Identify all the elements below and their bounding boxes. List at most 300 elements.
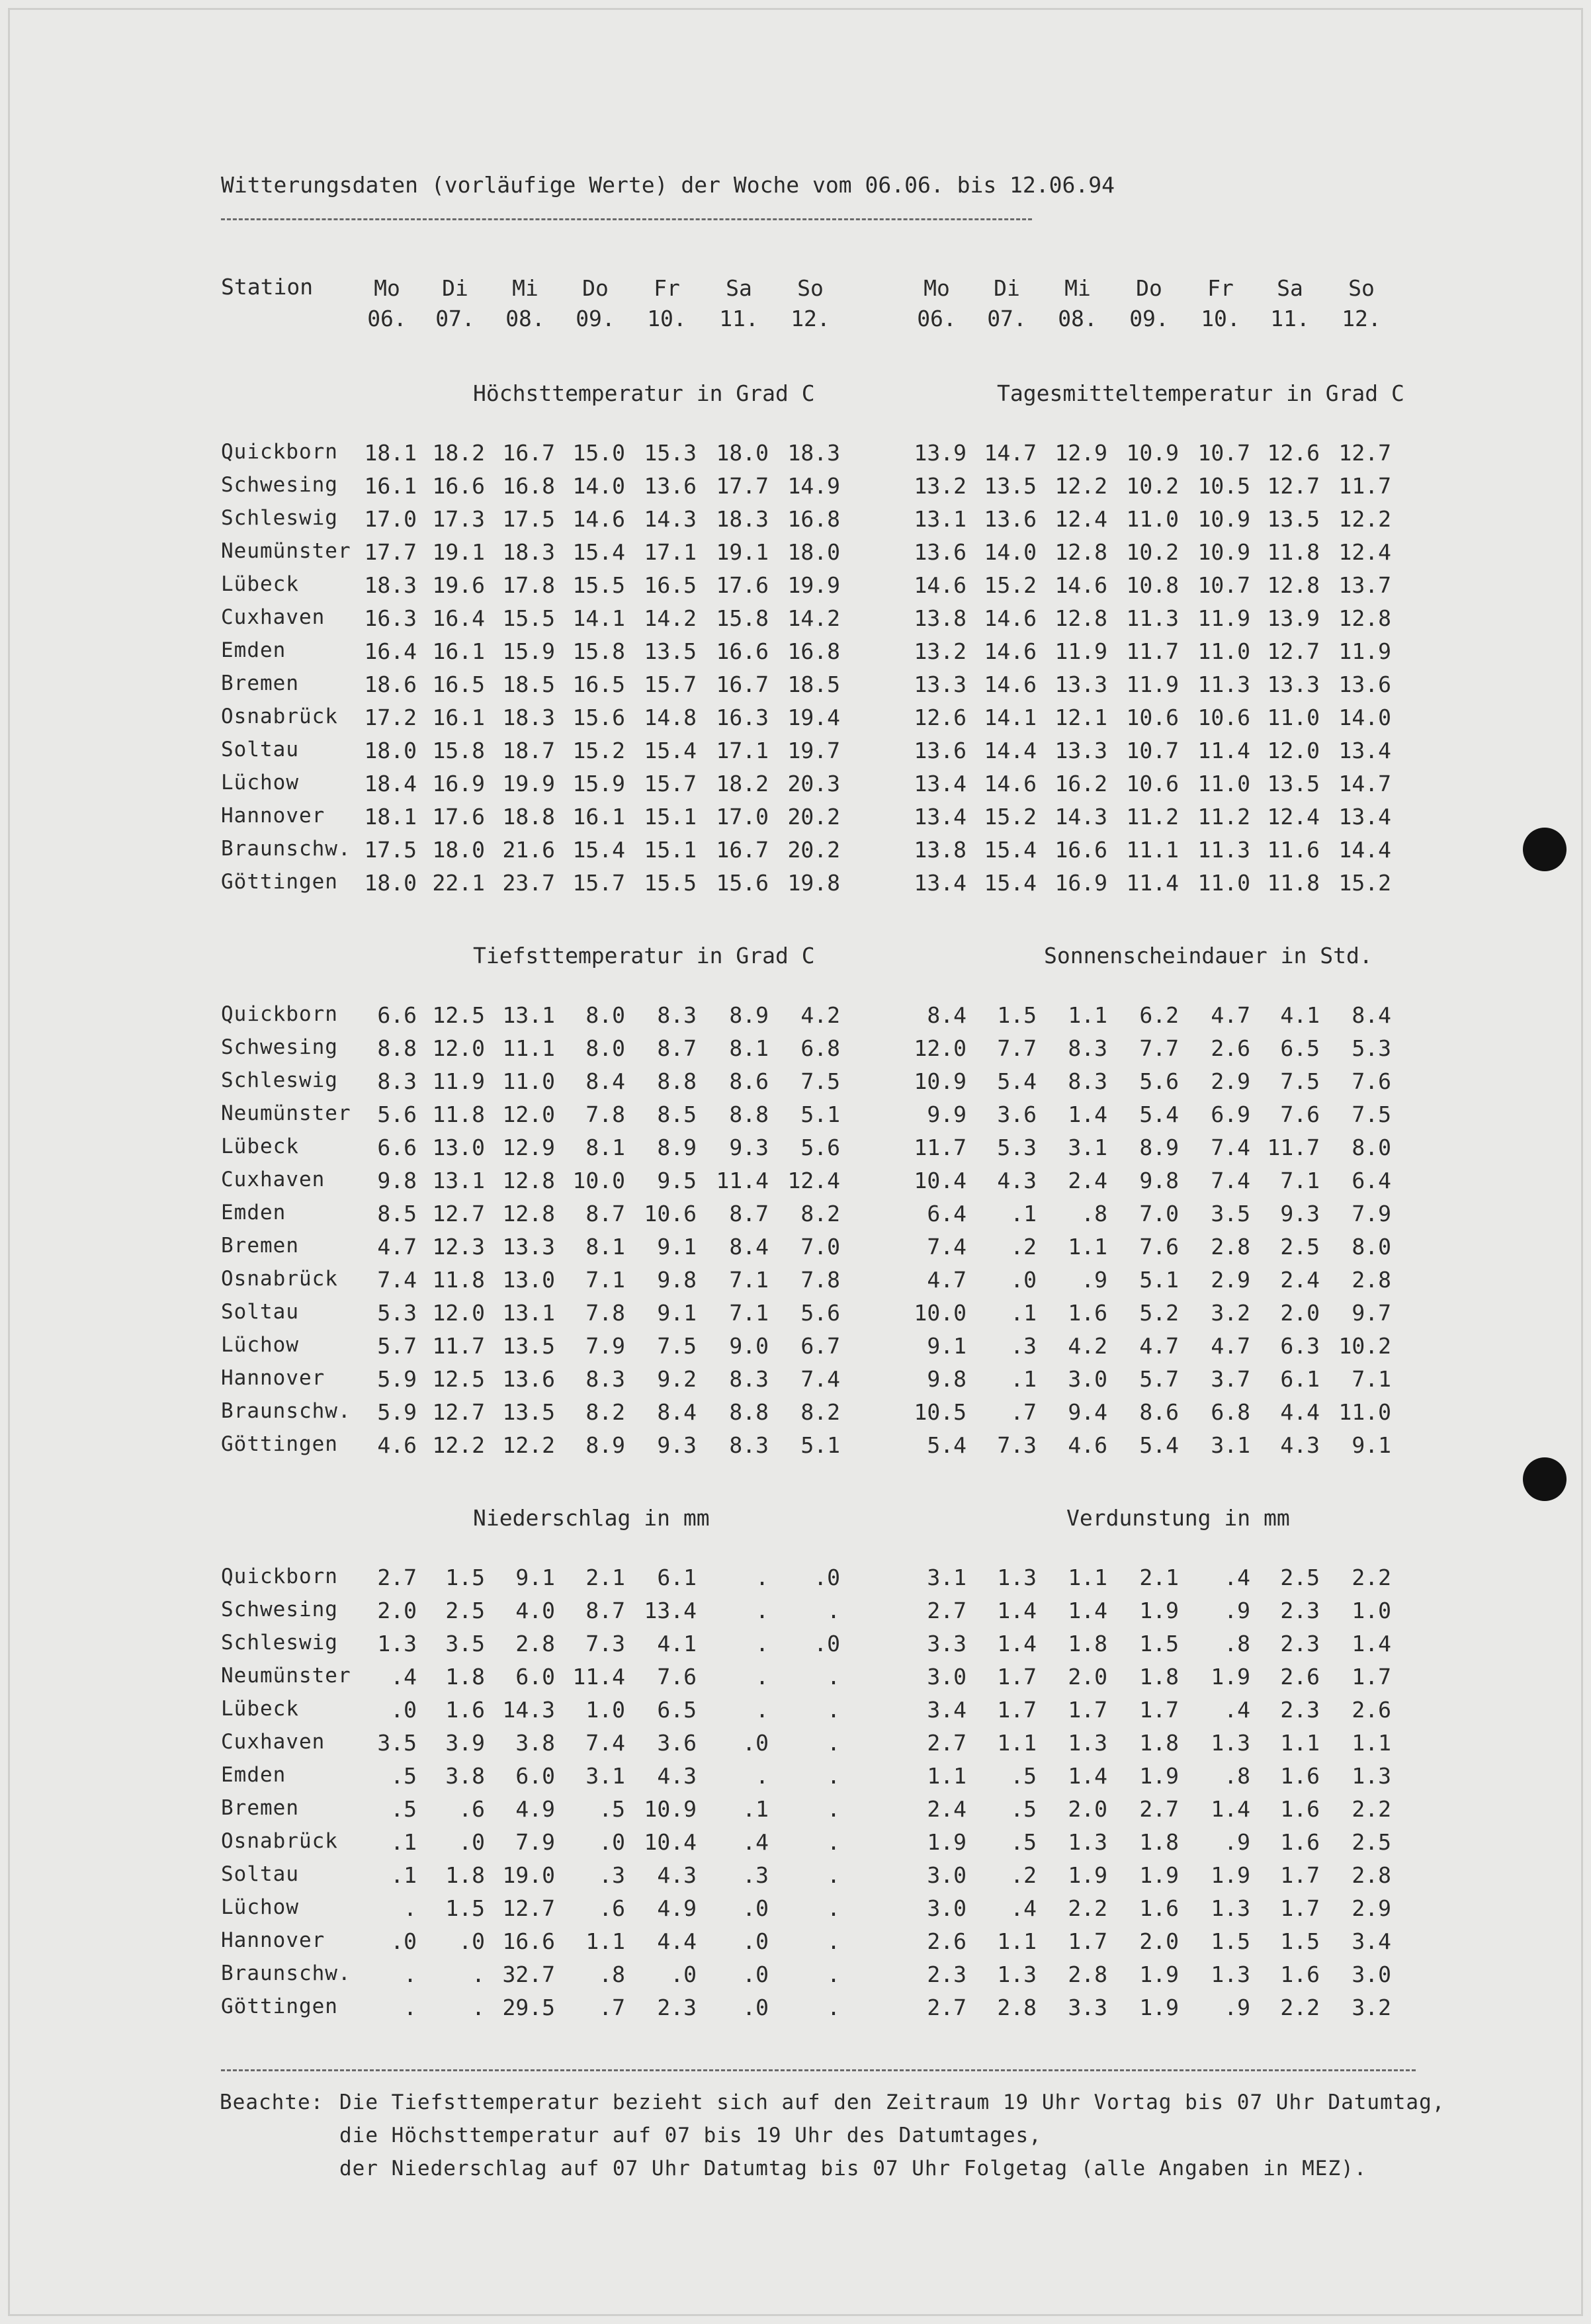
value-cell: 6.0: [515, 1763, 555, 1789]
note-line: der Niederschlag auf 07 Uhr Datumtag bis 07 Uhr Folgetag (alle Angaben in MEZ).: [339, 2157, 1367, 2180]
value-cell: 2.2: [1352, 1796, 1391, 1822]
table-row: [0, 1895, 1591, 1922]
value-cell: 15.2: [572, 738, 625, 763]
date-label: 08.: [505, 306, 545, 331]
value-cell: .3: [1010, 1333, 1037, 1359]
value-cell: 6.7: [800, 1333, 840, 1359]
value-cell: 2.8: [1211, 1234, 1250, 1260]
value-cell: 2.0: [1068, 1664, 1107, 1690]
value-cell: 1.8: [445, 1664, 485, 1690]
value-cell: 5.1: [800, 1432, 840, 1458]
value-cell: 17.7: [716, 473, 769, 499]
value-cell: .0: [742, 1995, 769, 2020]
value-cell: 17.0: [364, 506, 417, 532]
value-cell: 10.9: [914, 1068, 967, 1094]
value-cell: 2.7: [927, 1598, 967, 1623]
value-cell: 14.8: [644, 705, 697, 730]
value-cell: .: [755, 1763, 769, 1789]
table-row: [0, 1862, 1591, 1889]
value-cell: 5.6: [377, 1101, 417, 1127]
value-cell: 2.0: [377, 1598, 417, 1623]
value-cell: 8.4: [657, 1399, 697, 1425]
value-cell: 11.4: [572, 1664, 625, 1690]
value-cell: 10.2: [1338, 1333, 1391, 1359]
value-cell: 4.2: [1068, 1333, 1107, 1359]
value-cell: 10.2: [1126, 539, 1179, 565]
table-row: [0, 1961, 1591, 1988]
value-cell: 12.0: [432, 1300, 485, 1326]
value-cell: 6.4: [927, 1201, 967, 1227]
value-cell: 12.4: [1054, 506, 1107, 532]
value-cell: 19.8: [787, 870, 840, 896]
value-cell: .0: [742, 1730, 769, 1756]
table-row: [0, 1333, 1591, 1359]
value-cell: .5: [1010, 1829, 1037, 1855]
value-cell: 11.0: [502, 1068, 555, 1094]
station-name: Göttingen: [221, 1432, 338, 1456]
value-cell: 14.2: [644, 605, 697, 631]
value-cell: 6.9: [1211, 1101, 1250, 1127]
value-cell: 16.6: [432, 473, 485, 499]
value-cell: .: [755, 1565, 769, 1590]
value-cell: 17.0: [716, 804, 769, 830]
value-cell: .0: [458, 1829, 485, 1855]
value-cell: 2.6: [1352, 1697, 1391, 1723]
value-cell: 6.1: [1280, 1366, 1320, 1392]
value-cell: 8.5: [657, 1101, 697, 1127]
value-cell: 5.3: [997, 1135, 1037, 1160]
value-cell: 1.5: [1280, 1928, 1320, 1954]
table-row: [0, 572, 1591, 599]
value-cell: 16.4: [364, 638, 417, 664]
value-cell: 9.8: [377, 1168, 417, 1193]
value-cell: 13.1: [502, 1002, 555, 1028]
value-cell: 13.3: [1054, 738, 1107, 763]
value-cell: 14.7: [1338, 771, 1391, 796]
station-name: Bremen: [221, 671, 299, 695]
value-cell: 1.7: [997, 1664, 1037, 1690]
value-cell: 14.6: [984, 671, 1037, 697]
table-row: [0, 539, 1591, 566]
value-cell: 11.0: [1197, 638, 1250, 664]
day-label: Fr: [654, 275, 680, 301]
table-row: [0, 1201, 1591, 1227]
value-cell: 16.5: [644, 572, 697, 598]
value-cell: 11.7: [914, 1135, 967, 1160]
value-cell: .0: [742, 1961, 769, 1987]
value-cell: 7.9: [1352, 1201, 1391, 1227]
value-cell: 14.0: [1338, 705, 1391, 730]
value-cell: 1.8: [1139, 1664, 1179, 1690]
value-cell: 4.7: [1211, 1333, 1250, 1359]
value-cell: 13.6: [644, 473, 697, 499]
value-cell: 14.9: [787, 473, 840, 499]
value-cell: 15.2: [984, 572, 1037, 598]
value-cell: 11.8: [432, 1101, 485, 1127]
value-cell: 9.8: [1139, 1168, 1179, 1193]
value-cell: 2.3: [1280, 1697, 1320, 1723]
value-cell: 18.3: [502, 539, 555, 565]
value-cell: 15.4: [984, 837, 1037, 863]
value-cell: 12.8: [1054, 539, 1107, 565]
value-cell: 8.3: [377, 1068, 417, 1094]
value-cell: 1.4: [1068, 1101, 1107, 1127]
station-name: Lübeck: [221, 572, 299, 596]
value-cell: 1.9: [1211, 1664, 1250, 1690]
value-cell: 11.1: [1126, 837, 1179, 863]
value-cell: 13.5: [1267, 506, 1320, 532]
value-cell: 19.0: [502, 1862, 555, 1888]
value-cell: .2: [1010, 1862, 1037, 1888]
value-cell: 1.9: [1139, 1862, 1179, 1888]
value-cell: .: [755, 1697, 769, 1723]
value-cell: .1: [390, 1862, 417, 1888]
value-cell: 13.9: [1267, 605, 1320, 631]
value-cell: 13.5: [502, 1399, 555, 1425]
station-name: Braunschw.: [221, 1961, 351, 1985]
value-cell: 8.1: [729, 1035, 769, 1061]
station-name: Cuxhaven: [221, 605, 325, 629]
value-cell: 1.1: [1280, 1730, 1320, 1756]
value-cell: 12.0: [502, 1101, 555, 1127]
value-cell: 10.2: [1126, 473, 1179, 499]
value-cell: 2.8: [1352, 1267, 1391, 1293]
value-cell: 1.6: [1280, 1829, 1320, 1855]
value-cell: 8.4: [1352, 1002, 1391, 1028]
value-cell: 11.0: [1267, 705, 1320, 730]
value-cell: 1.3: [1211, 1961, 1250, 1987]
value-cell: 16.1: [572, 804, 625, 830]
value-cell: 11.8: [432, 1267, 485, 1293]
value-cell: 14.0: [984, 539, 1037, 565]
station-name: Neumünster: [221, 1664, 351, 1688]
punch-hole: [1523, 828, 1567, 871]
value-cell: 12.8: [1338, 605, 1391, 631]
value-cell: 11.1: [502, 1035, 555, 1061]
value-cell: 12.7: [502, 1895, 555, 1921]
value-cell: 5.9: [377, 1366, 417, 1392]
value-cell: 2.2: [1068, 1895, 1107, 1921]
value-cell: 6.8: [800, 1035, 840, 1061]
value-cell: 14.1: [984, 705, 1037, 730]
value-cell: .5: [1010, 1763, 1037, 1789]
value-cell: .3: [742, 1862, 769, 1888]
value-cell: 8.1: [585, 1135, 625, 1160]
value-cell: 4.6: [1068, 1432, 1107, 1458]
value-cell: 22.1: [432, 870, 485, 896]
value-cell: 11.0: [1197, 870, 1250, 896]
station-name: Schwesing: [221, 1598, 338, 1621]
table-row: [0, 837, 1591, 863]
value-cell: 2.8: [1352, 1862, 1391, 1888]
value-cell: 20.3: [787, 771, 840, 796]
value-cell: 13.5: [644, 638, 697, 664]
value-cell: .: [827, 1928, 840, 1954]
table-row: [0, 1631, 1591, 1657]
value-cell: 15.8: [432, 738, 485, 763]
value-cell: .8: [599, 1961, 625, 1987]
value-cell: .0: [814, 1565, 840, 1590]
value-cell: 15.7: [644, 771, 697, 796]
value-cell: 8.3: [657, 1002, 697, 1028]
value-cell: 16.9: [432, 771, 485, 796]
value-cell: 5.4: [927, 1432, 967, 1458]
station-name: Schleswig: [221, 1631, 338, 1655]
value-cell: 7.1: [729, 1300, 769, 1326]
value-cell: .0: [458, 1928, 485, 1954]
value-cell: 13.4: [1338, 804, 1391, 830]
value-cell: 1.1: [1068, 1002, 1107, 1028]
value-cell: 12.4: [1267, 804, 1320, 830]
value-cell: 12.6: [1267, 440, 1320, 466]
value-cell: .9: [1081, 1267, 1107, 1293]
table-row: [0, 671, 1591, 698]
value-cell: 10.0: [914, 1300, 967, 1326]
value-cell: 7.4: [1211, 1135, 1250, 1160]
value-cell: 7.5: [1352, 1101, 1391, 1127]
value-cell: 12.8: [502, 1201, 555, 1227]
value-cell: 7.6: [1280, 1101, 1320, 1127]
value-cell: 13.8: [914, 837, 967, 863]
value-cell: 14.6: [984, 638, 1037, 664]
value-cell: .: [404, 1995, 417, 2020]
value-cell: 5.1: [1139, 1267, 1179, 1293]
value-cell: 8.8: [729, 1399, 769, 1425]
table-row: [0, 605, 1591, 632]
value-cell: 8.9: [729, 1002, 769, 1028]
value-cell: 1.3: [1352, 1763, 1391, 1789]
value-cell: 10.9: [1197, 506, 1250, 532]
value-cell: 8.5: [377, 1201, 417, 1227]
value-cell: 3.5: [1211, 1201, 1250, 1227]
day-label: Mi: [512, 275, 538, 301]
value-cell: 13.3: [1267, 671, 1320, 697]
value-cell: .8: [1224, 1631, 1250, 1657]
value-cell: 7.3: [997, 1432, 1037, 1458]
section-title-left: Niederschlag in mm: [473, 1505, 710, 1531]
value-cell: 8.8: [377, 1035, 417, 1061]
table-row: [0, 1796, 1591, 1823]
value-cell: 8.3: [729, 1432, 769, 1458]
value-cell: 11.4: [1197, 738, 1250, 763]
value-cell: .0: [814, 1631, 840, 1657]
value-cell: 2.3: [927, 1961, 967, 1987]
value-cell: 2.7: [1139, 1796, 1179, 1822]
date-label: 10.: [1201, 306, 1240, 331]
station-name: Schleswig: [221, 1068, 338, 1092]
value-cell: 19.1: [432, 539, 485, 565]
value-cell: 4.9: [657, 1895, 697, 1921]
value-cell: 13.8: [914, 605, 967, 631]
value-cell: 7.4: [1211, 1168, 1250, 1193]
value-cell: 13.3: [502, 1234, 555, 1260]
value-cell: .: [755, 1598, 769, 1623]
value-cell: 10.6: [1126, 771, 1179, 796]
value-cell: 11.2: [1197, 804, 1250, 830]
value-cell: 15.5: [572, 572, 625, 598]
value-cell: 1.6: [1280, 1796, 1320, 1822]
value-cell: 4.7: [377, 1234, 417, 1260]
value-cell: .: [827, 1796, 840, 1822]
value-cell: .: [472, 1995, 485, 2020]
value-cell: 7.9: [585, 1333, 625, 1359]
value-cell: 5.6: [1139, 1068, 1179, 1094]
table-row: [0, 738, 1591, 764]
value-cell: 1.4: [1211, 1796, 1250, 1822]
value-cell: 8.8: [729, 1101, 769, 1127]
value-cell: .: [755, 1664, 769, 1690]
day-label: Mo: [924, 275, 950, 301]
value-cell: 16.9: [1054, 870, 1107, 896]
value-cell: 2.1: [585, 1565, 625, 1590]
value-cell: 4.1: [1280, 1002, 1320, 1028]
value-cell: .9: [1224, 1829, 1250, 1855]
value-cell: 10.5: [1197, 473, 1250, 499]
value-cell: 8.0: [585, 1002, 625, 1028]
date-label: 09.: [576, 306, 615, 331]
day-label: Di: [442, 275, 468, 301]
value-cell: 12.7: [432, 1201, 485, 1227]
value-cell: 7.1: [1352, 1366, 1391, 1392]
value-cell: 1.3: [1068, 1829, 1107, 1855]
value-cell: 14.6: [914, 572, 967, 598]
value-cell: 7.8: [800, 1267, 840, 1293]
value-cell: .: [827, 1763, 840, 1789]
value-cell: 11.4: [716, 1168, 769, 1193]
value-cell: 4.4: [657, 1928, 697, 1954]
station-name: Lüchow: [221, 771, 299, 795]
value-cell: 13.6: [1338, 671, 1391, 697]
value-cell: 13.5: [984, 473, 1037, 499]
value-cell: 3.2: [1352, 1995, 1391, 2020]
value-cell: 1.9: [1139, 1598, 1179, 1623]
value-cell: 2.7: [377, 1565, 417, 1590]
table-row: [0, 1035, 1591, 1062]
value-cell: 14.0: [572, 473, 625, 499]
value-cell: 1.5: [445, 1565, 485, 1590]
value-cell: 9.1: [657, 1300, 697, 1326]
value-cell: 8.1: [585, 1234, 625, 1260]
value-cell: .1: [390, 1829, 417, 1855]
section-title-left: Höchsttemperatur in Grad C: [473, 380, 815, 406]
value-cell: .: [827, 1598, 840, 1623]
value-cell: 3.6: [997, 1101, 1037, 1127]
value-cell: 12.0: [914, 1035, 967, 1061]
value-cell: 12.5: [432, 1002, 485, 1028]
value-cell: 11.0: [1197, 771, 1250, 796]
value-cell: .6: [458, 1796, 485, 1822]
date-label: 12.: [1342, 306, 1381, 331]
value-cell: 6.5: [657, 1697, 697, 1723]
value-cell: 16.1: [432, 705, 485, 730]
value-cell: 5.3: [1352, 1035, 1391, 1061]
value-cell: 2.3: [1280, 1631, 1320, 1657]
value-cell: 6.2: [1139, 1002, 1179, 1028]
value-cell: 3.7: [1211, 1366, 1250, 1392]
value-cell: 11.7: [1338, 473, 1391, 499]
value-cell: 18.5: [787, 671, 840, 697]
date-label: 06.: [367, 306, 407, 331]
value-cell: .: [827, 1664, 840, 1690]
value-cell: 17.6: [716, 572, 769, 598]
value-cell: 9.8: [927, 1366, 967, 1392]
value-cell: 9.3: [657, 1432, 697, 1458]
section-title-right: Verdunstung in mm: [1066, 1505, 1290, 1531]
value-cell: 1.5: [1211, 1928, 1250, 1954]
date-label: 09.: [1129, 306, 1169, 331]
value-cell: 13.4: [644, 1598, 697, 1623]
station-name: Osnabrück: [221, 705, 338, 728]
value-cell: .0: [390, 1697, 417, 1723]
value-cell: 10.9: [644, 1796, 697, 1822]
value-cell: 3.8: [445, 1763, 485, 1789]
value-cell: 12.0: [432, 1035, 485, 1061]
value-cell: 15.2: [1338, 870, 1391, 896]
value-cell: 4.7: [1211, 1002, 1250, 1028]
value-cell: .0: [670, 1961, 697, 1987]
value-cell: 17.7: [364, 539, 417, 565]
value-cell: .: [404, 1961, 417, 1987]
value-cell: 11.0: [1126, 506, 1179, 532]
value-cell: 5.6: [800, 1135, 840, 1160]
value-cell: 13.3: [914, 671, 967, 697]
value-cell: 11.9: [1197, 605, 1250, 631]
value-cell: 7.3: [585, 1631, 625, 1657]
station-name: Schwesing: [221, 1035, 338, 1059]
value-cell: 12.1: [1054, 705, 1107, 730]
value-cell: 8.0: [585, 1035, 625, 1061]
value-cell: 1.5: [445, 1895, 485, 1921]
value-cell: 11.3: [1197, 837, 1250, 863]
value-cell: 1.7: [1139, 1697, 1179, 1723]
value-cell: 11.3: [1126, 605, 1179, 631]
value-cell: 1.9: [1139, 1995, 1179, 2020]
value-cell: 13.2: [914, 473, 967, 499]
section-title-right: Tagesmitteltemperatur in Grad C: [997, 380, 1404, 406]
value-cell: 20.2: [787, 804, 840, 830]
value-cell: 14.6: [984, 771, 1037, 796]
value-cell: 12.8: [502, 1168, 555, 1193]
value-cell: .: [827, 1895, 840, 1921]
value-cell: 10.4: [644, 1829, 697, 1855]
value-cell: 10.4: [914, 1168, 967, 1193]
document-title: Witterungsdaten (vorläufige Werte) der Woche vom 06.06. bis 12.06.94: [221, 172, 1115, 198]
value-cell: 12.8: [1054, 605, 1107, 631]
value-cell: 16.6: [502, 1928, 555, 1954]
value-cell: 11.2: [1126, 804, 1179, 830]
value-cell: 13.9: [914, 440, 967, 466]
value-cell: 13.4: [1338, 738, 1391, 763]
value-cell: 8.9: [657, 1135, 697, 1160]
value-cell: 7.1: [585, 1267, 625, 1293]
value-cell: 11.3: [1197, 671, 1250, 697]
value-cell: 12.2: [1054, 473, 1107, 499]
value-cell: 14.6: [1054, 572, 1107, 598]
value-cell: .: [827, 1862, 840, 1888]
value-cell: 6.8: [1211, 1399, 1250, 1425]
station-name: Göttingen: [221, 870, 338, 894]
value-cell: 3.2: [1211, 1300, 1250, 1326]
value-cell: 16.7: [716, 837, 769, 863]
value-cell: 18.1: [364, 804, 417, 830]
value-cell: 13.0: [502, 1267, 555, 1293]
value-cell: 3.1: [585, 1763, 625, 1789]
date-label: 07.: [435, 306, 475, 331]
value-cell: 4.9: [515, 1796, 555, 1822]
day-label: Fr: [1207, 275, 1234, 301]
table-row: [0, 1300, 1591, 1326]
value-cell: 3.0: [1068, 1366, 1107, 1392]
